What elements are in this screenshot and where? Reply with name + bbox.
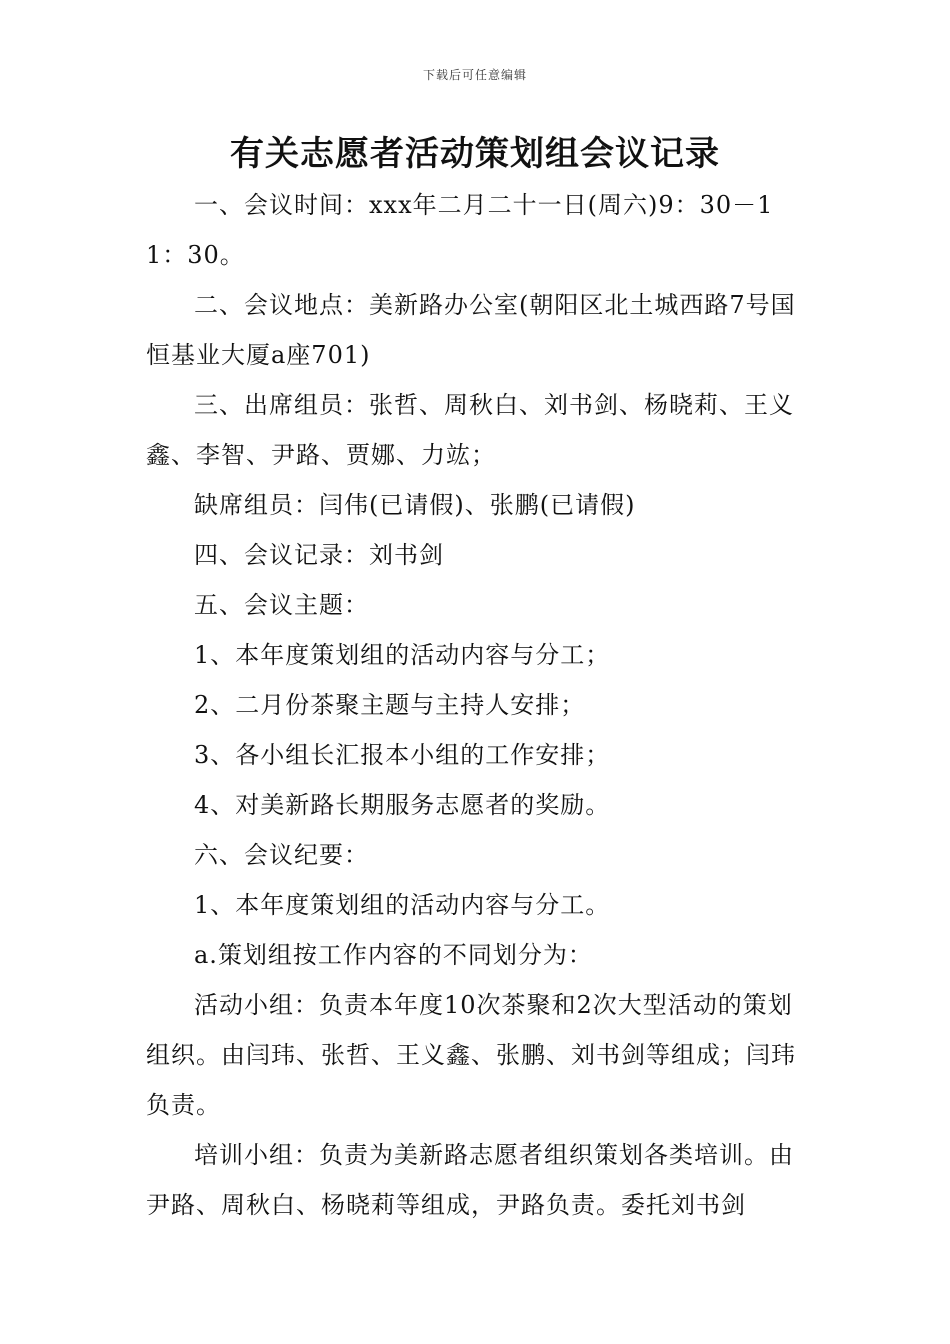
paragraph-recorder: 四、会议记录：刘书剑 xyxy=(194,541,444,569)
paragraph-attendees: 三、出席组员：张哲、周秋白、刘书剑、杨晓莉、王义鑫、李智、尹路、贾娜、力竑； xyxy=(146,391,794,469)
page-header-note: 下载后可任意编辑 xyxy=(422,68,527,82)
paragraph-meeting-time: 一、会议时间：xxx年二月二十一日(周六)9：30－11：30。 xyxy=(146,191,774,269)
paragraph-minutes-heading: 六、会议纪要： xyxy=(194,841,369,869)
paragraph-topics-heading: 五、会议主题： xyxy=(194,591,369,619)
paragraph-training-group: 培训小组：负责为美新路志愿者组织策划各类培训。由尹路、周秋白、杨晓莉等组成，尹路负责。委托刘书剑 xyxy=(146,1141,794,1219)
paragraph-topic-1: 1、本年度策划组的活动内容与分工； xyxy=(194,641,611,669)
paragraph-minutes-item-1: 1、本年度策划组的活动内容与分工。 xyxy=(194,891,611,919)
document-title: 有关志愿者活动策划组会议记录 xyxy=(230,134,720,174)
paragraph-absentees: 缺席组员：闫伟(已请假)、张鹏(已请假) xyxy=(194,491,636,519)
paragraph-topic-3: 3、各小组长汇报本小组的工作安排； xyxy=(194,741,611,769)
paragraph-division: a.策划组按工作内容的不同划分为： xyxy=(194,941,593,969)
paragraph-topic-4: 4、对美新路长期服务志愿者的奖励。 xyxy=(194,791,611,819)
paragraph-topic-2: 2、二月份茶聚主题与主持人安排； xyxy=(194,691,586,719)
paragraph-activity-group: 活动小组：负责本年度10次茶聚和2次大型活动的策划组织。由闫玮、张哲、王义鑫、张鹏、刘书剑等组成；闫玮负责。 xyxy=(146,991,796,1119)
paragraph-meeting-location: 二、会议地点：美新路办公室(朝阳区北土城西路7号国恒基业大厦a座701) xyxy=(146,291,796,369)
document-body xyxy=(146,180,808,1230)
